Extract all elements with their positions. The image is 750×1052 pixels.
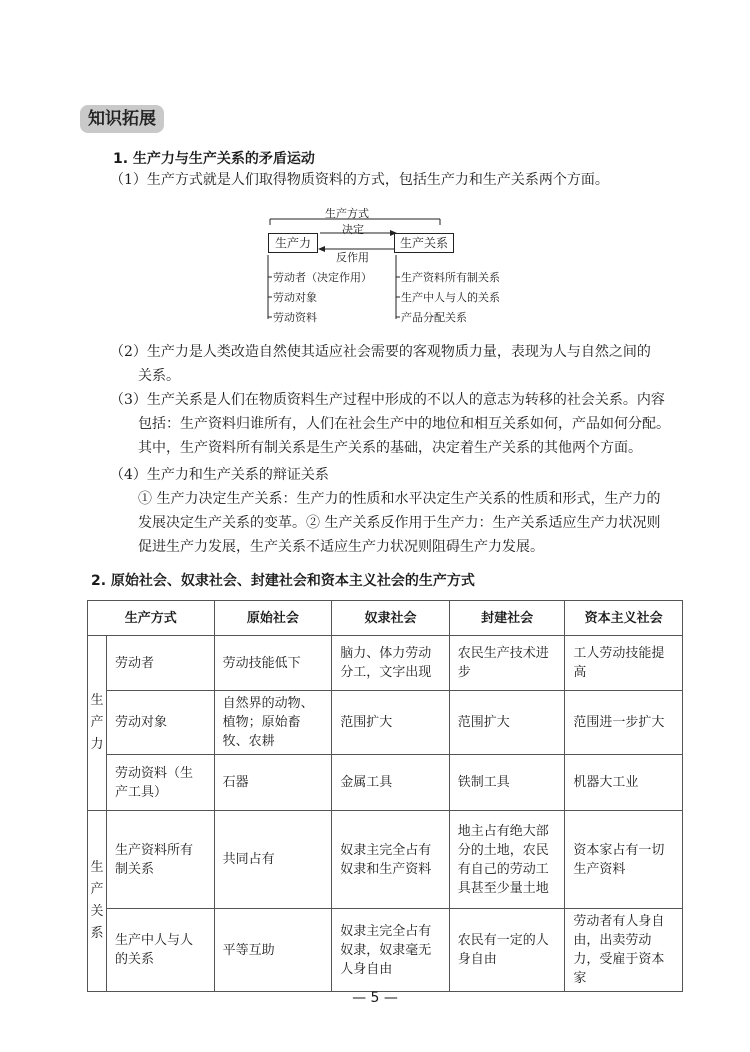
section-badge: 知识拓展 bbox=[80, 105, 164, 133]
table-cell: 自然界的动物、植物；原始畜牧、农耕 bbox=[214, 691, 332, 755]
paragraph-3-cont: 包括：生产资料归谁所有，人们在社会生产中的地位和相互关系如何，产品如何分配。 bbox=[138, 416, 670, 432]
relations-box: 生产关系 bbox=[394, 233, 454, 253]
left-item: 劳动对象 bbox=[273, 291, 317, 304]
right-item: 生产中人与人的关系 bbox=[401, 291, 500, 304]
table-row bbox=[88, 909, 683, 992]
group-label-relations: 生产关系 bbox=[88, 811, 107, 992]
right-item: 产品分配关系 bbox=[401, 311, 467, 324]
paragraph-3: （3）生产关系是人们在物质资料生产过程中形成的不以人的意志为转移的社会关系。内容 bbox=[110, 392, 665, 408]
table-cell: 奴隶主完全占有奴隶，奴隶毫无人身自由 bbox=[332, 909, 450, 992]
table-cell: 范围扩大 bbox=[449, 691, 565, 755]
table-row bbox=[88, 755, 683, 811]
table-header: 封建社会 bbox=[449, 601, 565, 636]
left-item: 劳动者（决定作用） bbox=[273, 271, 372, 284]
table-cell: 劳动者有人身自由，出卖劳动力，受雇于资本家 bbox=[565, 909, 683, 992]
table-cell: 劳动资料（生产工具） bbox=[106, 755, 214, 811]
table-cell: 铁制工具 bbox=[449, 755, 565, 811]
table-header: 资本主义社会 bbox=[565, 601, 683, 636]
table-cell: 工人劳动技能提高 bbox=[565, 636, 683, 691]
table-cell: 脑力、体力劳动分工，文字出现 bbox=[332, 636, 450, 691]
table-cell: 地主占有绝大部分的土地，农民有自己的劳动工具甚至少量土地 bbox=[449, 811, 565, 909]
section2-title: 2. 原始社会、奴隶社会、封建社会和资本主义社会的生产方式 bbox=[91, 573, 475, 589]
page-number: — 5 — bbox=[352, 990, 398, 1006]
table-cell: 劳动者 bbox=[106, 636, 214, 691]
table-cell: 共同占有 bbox=[214, 811, 332, 909]
paragraph-2-cont: 关系。 bbox=[138, 368, 180, 384]
left-item: 劳动资料 bbox=[273, 311, 317, 324]
table-cell: 平等互助 bbox=[214, 909, 332, 992]
table-cell: 劳动技能低下 bbox=[214, 636, 332, 691]
paragraph-4-a: ① 生产力决定生产关系：生产力的性质和水平决定生产关系的性质和形式，生产力的 bbox=[138, 491, 661, 507]
paragraph-4: （4）生产力和生产关系的辩证关系 bbox=[110, 467, 329, 483]
table-cell: 劳动对象 bbox=[106, 691, 214, 755]
table-cell: 范围扩大 bbox=[332, 691, 450, 755]
production-modes-table bbox=[87, 600, 683, 992]
group-label-productivity: 生产力 bbox=[88, 636, 107, 811]
table-header-row bbox=[88, 601, 683, 636]
table-header: 奴隶社会 bbox=[332, 601, 450, 636]
arrow-label-decide: 决定 bbox=[342, 223, 364, 236]
table-cell: 奴隶主完全占有奴隶和生产资料 bbox=[332, 811, 450, 909]
paragraph-4-b: 发展决定生产关系的变革。② 生产关系反作用于生产力：生产关系适应生产力状况则 bbox=[138, 515, 661, 531]
table-cell: 生产资料所有制关系 bbox=[106, 811, 214, 909]
table-cell: 金属工具 bbox=[332, 755, 450, 811]
section1-title: 1. 生产力与生产关系的矛盾运动 bbox=[113, 151, 315, 167]
table-row bbox=[88, 691, 683, 755]
right-item: 生产资料所有制关系 bbox=[401, 271, 500, 284]
table-header: 生产方式 bbox=[88, 601, 215, 636]
diagram-title: 生产方式 bbox=[325, 207, 369, 220]
table-cell: 农民有一定的人身自由 bbox=[449, 909, 565, 992]
table-header: 原始社会 bbox=[214, 601, 332, 636]
table-cell: 资本家占有一切生产资料 bbox=[565, 811, 683, 909]
table-row bbox=[88, 636, 683, 691]
paragraph-2: （2）生产力是人类改造自然使其适应社会需要的客观物质力量，表现为人与自然之间的 bbox=[110, 344, 651, 360]
diagram-lines bbox=[260, 205, 500, 325]
table-cell: 石器 bbox=[214, 755, 332, 811]
table-cell: 范围进一步扩大 bbox=[565, 691, 683, 755]
table-cell: 生产中人与人的关系 bbox=[106, 909, 214, 992]
paragraph-1: （1）生产方式就是人们取得物质资料的方式，包括生产力和生产关系两个方面。 bbox=[110, 172, 609, 188]
paragraph-4-c: 促进生产力发展，生产关系不适应生产力状况则阻碍生产力发展。 bbox=[138, 539, 544, 555]
table-cell: 农民生产技术进步 bbox=[449, 636, 565, 691]
production-mode-diagram bbox=[260, 205, 500, 325]
table-row bbox=[88, 811, 683, 909]
paragraph-3-cont: 其中，生产资料所有制关系是生产关系的基础，决定着生产关系的其他两个方面。 bbox=[138, 440, 642, 456]
arrow-label-react: 反作用 bbox=[336, 251, 369, 264]
productivity-box: 生产力 bbox=[268, 233, 318, 253]
table-cell: 机器大工业 bbox=[565, 755, 683, 811]
